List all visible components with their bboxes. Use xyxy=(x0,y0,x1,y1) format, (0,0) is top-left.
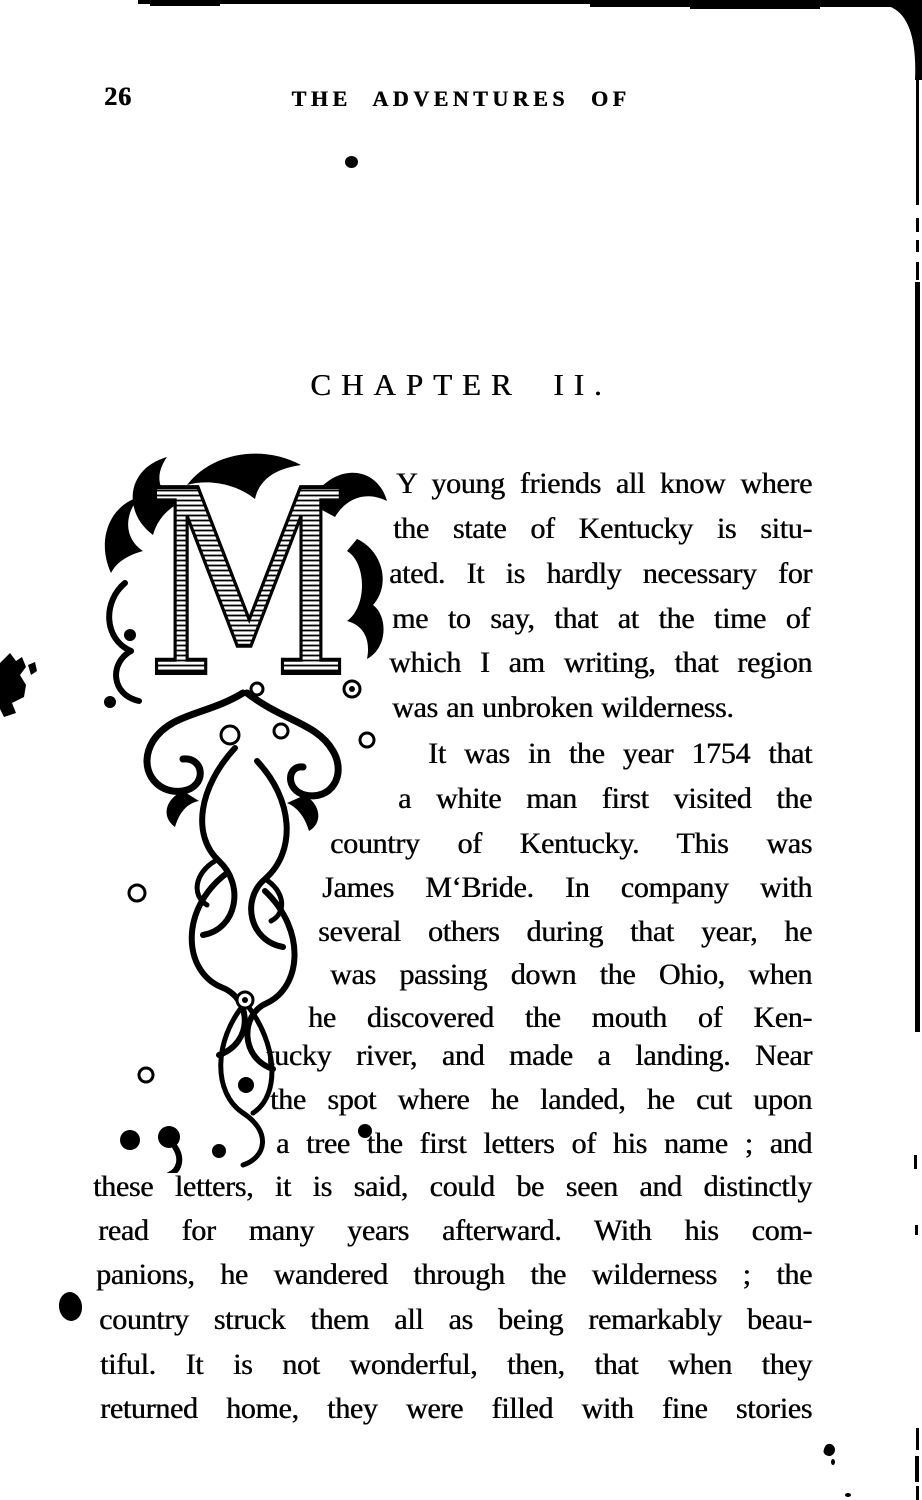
text-line: several others during that year, he xyxy=(318,915,812,948)
scan-edge-right xyxy=(916,262,919,280)
text-line: the spot where he landed, he cut upon xyxy=(270,1083,812,1116)
scan-edge-top xyxy=(150,4,220,6)
scan-edge-right xyxy=(916,1486,919,1500)
text-line: country struck them all as being remarkably beau- xyxy=(99,1303,812,1336)
ink-speck xyxy=(822,1442,836,1457)
text-line: country of Kentucky. This was xyxy=(330,827,812,860)
ink-dot-left-margin xyxy=(57,1291,84,1323)
text-line: he discovered the mouth of Ken- xyxy=(308,1001,812,1034)
ink-blob-left-margin xyxy=(0,645,40,725)
ink-speck xyxy=(845,1493,851,1497)
text-line: Y young friends all know where xyxy=(396,467,812,500)
running-title: THE ADVENTURES OF xyxy=(291,86,631,111)
chapter-heading: CHAPTER II. xyxy=(310,367,612,402)
text-line: me to say, that at the time of xyxy=(392,602,810,635)
text-line: James M‘Bride. In company with xyxy=(322,871,812,904)
text-line: panions, he wandered through the wilderness ; the xyxy=(96,1258,812,1291)
scan-edge-right xyxy=(916,1428,919,1450)
text-line: a tree the first letters of his name ; and xyxy=(276,1127,812,1160)
page-number: 26 xyxy=(104,82,132,111)
scan-edge-right xyxy=(916,218,919,232)
scan-edge-right xyxy=(916,60,919,205)
scan-edge-right xyxy=(916,240,919,252)
ink-speck xyxy=(831,1459,835,1465)
scan-edge-right xyxy=(915,1225,918,1235)
text-line: was an unbroken wilderness. xyxy=(392,691,734,724)
text-line: tucky river, and made a landing. Near xyxy=(266,1039,812,1072)
scan-edge-right xyxy=(914,1155,917,1169)
drop-cap-letter: M xyxy=(145,443,351,734)
scan-edge-top xyxy=(690,0,820,9)
text-line: a white man first visited the xyxy=(398,782,812,815)
text-line: was passing down the Ohio, when xyxy=(330,958,812,991)
text-line: tiful. It is not wonderful, then, that when they xyxy=(100,1348,812,1381)
text-line: which I am writing, that region xyxy=(389,646,812,679)
text-line: read for many years afterward. With his com- xyxy=(98,1214,812,1247)
scan-edge-right xyxy=(915,1456,919,1482)
text-line: returned home, they were filled with fine stories xyxy=(100,1392,812,1425)
text-line: ated. It is hardly necessary for xyxy=(389,557,812,590)
ornament-dot xyxy=(345,156,358,168)
text-line: the state of Kentucky is situ- xyxy=(393,512,812,545)
text-line: It was in the year 1754 that xyxy=(428,737,812,770)
text-line: these letters, it is said, could be seen and distinctly xyxy=(93,1170,812,1203)
